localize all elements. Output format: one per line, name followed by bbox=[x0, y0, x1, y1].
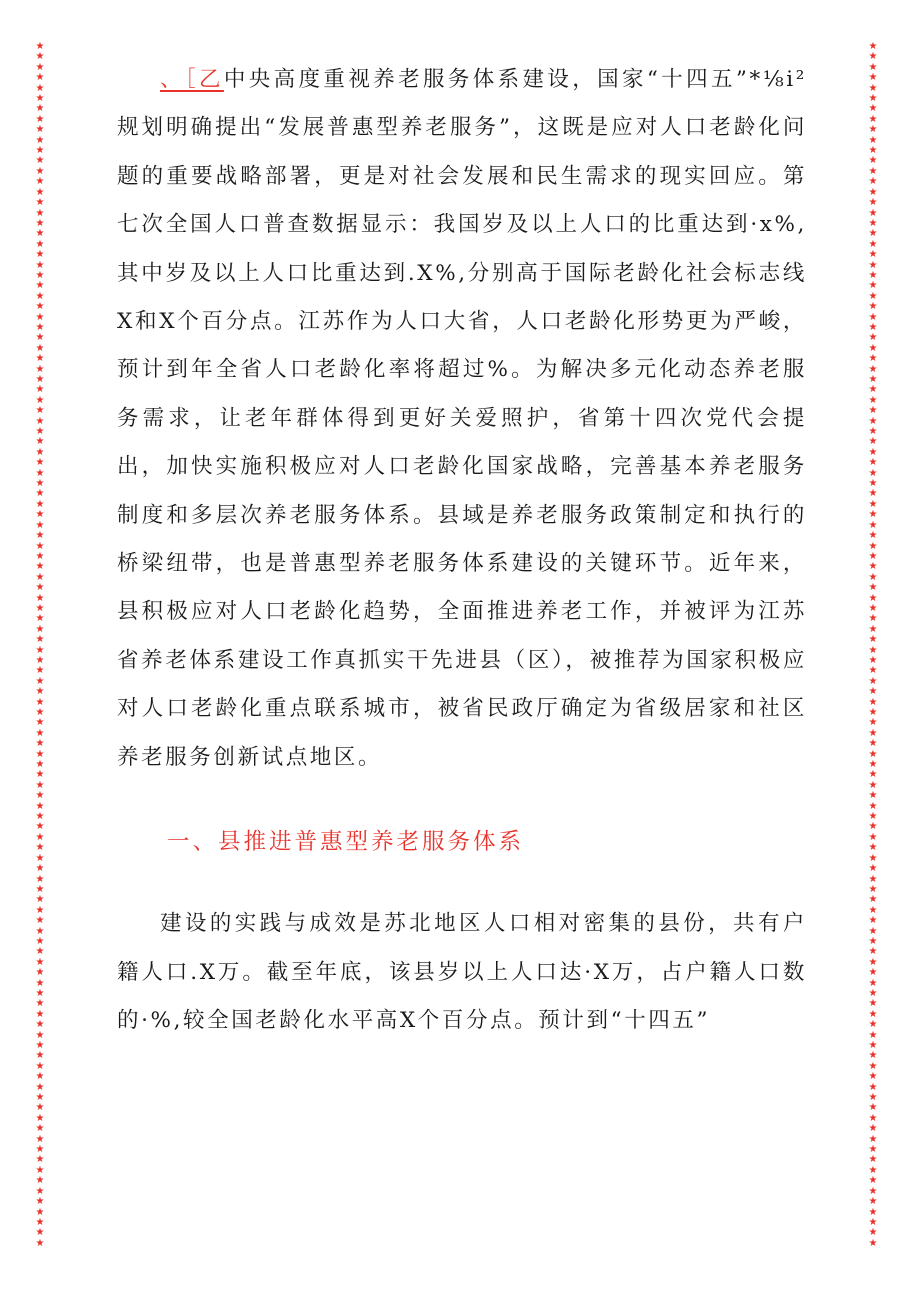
section-heading: 一、县推进普惠型养老服务体系 bbox=[167, 829, 525, 856]
right-star-border: ★ ★ ★ ★ ★ ★ ★ ★ ★ ★ ★ ★ ★ ★ ★ ★ ★ ★ ★ ★ ★ ★ ★ ★ ★ ★ ★ ★ ★ ★ ★ ★ ★ ★ ★ ★ ★ ★ ★ ★ ★ ★ ★ ★ ★ ★ ★ ★ ★ ★ ★ ★ ★ ★ ★ ★ ★ ★ ★ ★ ★ ★ ★ ★ ★ ★ ★ ★ ★ ★ ★ ★ ★ ★ ★ ★ ★ ★ ★ ★ ★ ★ ★ ★ ★ ★ ★ ★ ★ ★ ★ ★ ★ ★ ★ ★ ★ ★ ★ ★ ★ ★ ★ ★ ★ ★ ★ ★ ★ ★ ★ ★ ★ ★ ★ ★ bbox=[868, 42, 878, 1249]
left-star-border: ★ ★ ★ ★ ★ ★ ★ ★ ★ ★ ★ ★ ★ ★ ★ ★ ★ ★ ★ ★ ★ ★ ★ ★ ★ ★ ★ ★ ★ ★ ★ ★ ★ ★ ★ ★ ★ ★ ★ ★ ★ ★ ★ ★ ★ ★ ★ ★ ★ ★ ★ ★ ★ ★ ★ ★ ★ ★ ★ ★ ★ ★ ★ ★ ★ ★ ★ ★ ★ ★ ★ ★ ★ ★ ★ ★ ★ ★ ★ ★ ★ ★ ★ ★ ★ ★ ★ ★ ★ ★ ★ ★ ★ ★ ★ ★ ★ ★ ★ ★ ★ ★ ★ ★ ★ ★ ★ ★ ★ ★ ★ ★ ★ ★ ★ ★ bbox=[35, 42, 45, 1249]
document-body bbox=[117, 56, 807, 1045]
intro-paragraph bbox=[117, 56, 807, 782]
red-lead-mark: 、［乙 bbox=[160, 67, 224, 92]
intro-paragraph-text: 中央高度重视养老服务体系建设，国家“十四五”*⅛i²规划明确提出“发展普惠型养老服务”，这既是应对人口老龄化问题的重要战略部署，更是对社会发展和民生需求的现实回应。第七次全国人口普查数据显示：我国岁及以上人口的比重达到·x%,其中岁及以上人口比重达到.X%,分别高于国际老龄化社会标志线X和X个百分点。江苏作为人口大省，人口老龄化形势更为严峻，预计到年全省人口老龄化率将超过%。为解决多元化动态养老服务需求，让老年群体得到更好关爱照护，省第十四次党代会提出，加快实施积极应对人口老龄化国家战略，完善基本养老服务制度和多层次养老服务体系。县域是养老服务政策制定和执行的桥梁纽带，也是普惠型养老服务体系建设的关键环节。近年来，县积极应对人口老龄化趋势，全面推进养老工作，并被评为江苏省养老体系建设工作真抓实干先进县（区），被推荐为国家积极应对人口老龄化重点联系城市，被省民政厅确定为省级居家和社区养老服务创新试点地区。 bbox=[117, 67, 807, 770]
body-paragraph: 建设的实践与成效是苏北地区人口相对密集的县份，共有户籍人口.X万。截至年底，该县岁以上人口达·X万，占户籍人口数的·%,较全国老龄化水平高X个百分点。预计到“十四五” bbox=[117, 911, 807, 1033]
